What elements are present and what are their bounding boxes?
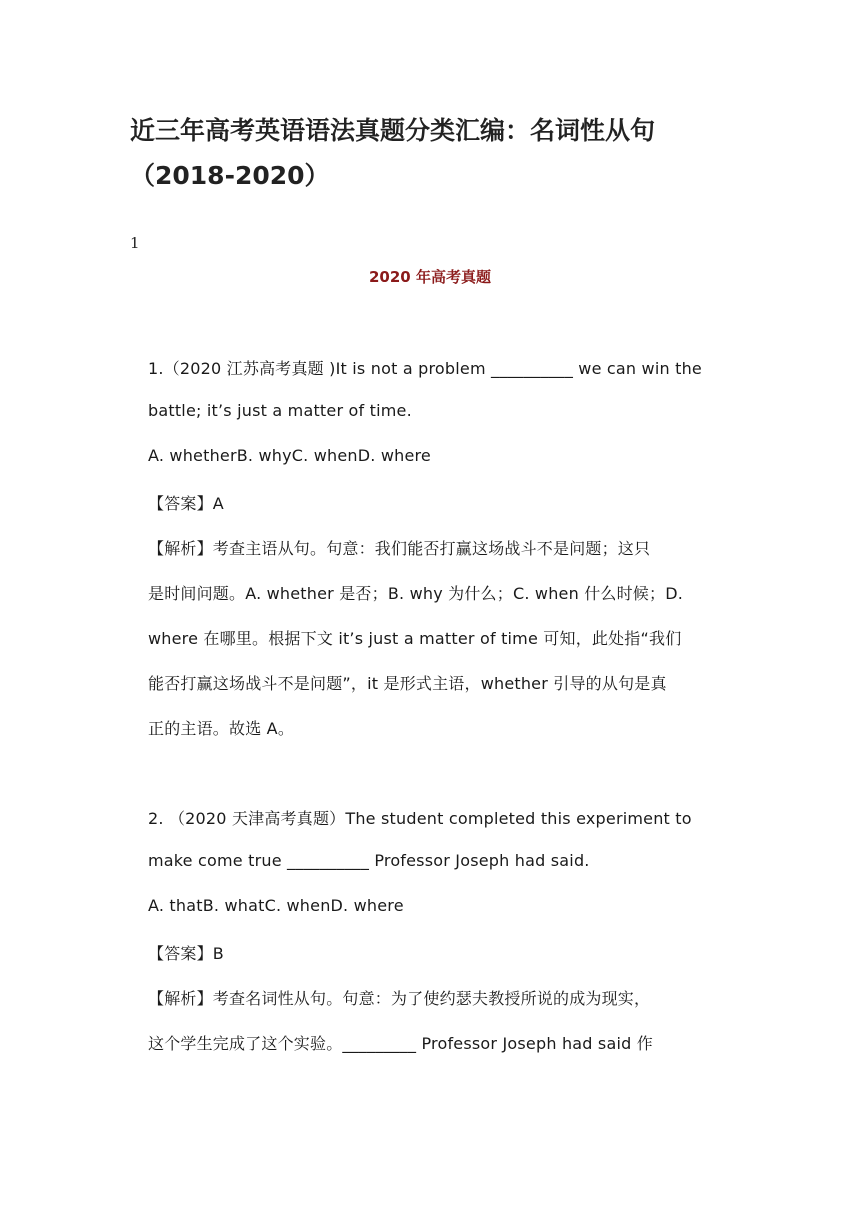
q1-stem-line-1: 1.（2020 江苏高考真题 )It is not a problem __________ we can win the — [148, 359, 702, 378]
title-line-1: 近三年高考英语语法真题分类汇编：名词性从句 — [130, 116, 656, 145]
title-line-2: （2018-2020） — [130, 161, 330, 190]
q1-analysis-line-1: 【解析】考查主语从句。句意：我们能否打赢这场战斗不是问题；这只 — [148, 539, 651, 558]
q1-analysis-line-3: where 在哪里。根据下文 it’s just a matter of time 可知，此处指“我们 — [148, 629, 682, 648]
q2-analysis-line-1: 【解析】考查名词性从句。句意：为了使约瑟夫教授所说的成为现实， — [148, 989, 651, 1008]
document-title — [130, 108, 750, 198]
q1-analysis-line-2: 是时间问题。A. whether 是否；B. why 为什么；C. when 什么时候；D. — [148, 584, 684, 603]
q1-analysis-line-5: 正的主语。故选 A。 — [148, 719, 295, 738]
q1-options: A. whetherB. whyC. whenD. where — [148, 446, 431, 465]
q1-answer: 【答案】A — [148, 494, 224, 513]
section-heading: 2020 年高考真题 — [369, 268, 491, 286]
q1-stem-line-2: battle; it’s just a matter of time. — [148, 401, 412, 420]
q2-options: A. thatB. whatC. whenD. where — [148, 896, 404, 915]
q1-analysis-line-4: 能否打赢这场战斗不是问题”，it 是形式主语，whether 引导的从句是真 — [148, 674, 667, 693]
q2-stem-line-1: 2. （2020 天津高考真题）The student completed this experiment to — [148, 809, 692, 828]
q2-answer: 【答案】B — [148, 944, 224, 963]
page-number: 1 — [130, 234, 140, 252]
q2-stem-line-2: make come true __________ Professor Joseph had said. — [148, 851, 590, 870]
q2-analysis-line-2: 这个学生完成了这个实验。_________ Professor Joseph had said 作 — [148, 1034, 653, 1053]
